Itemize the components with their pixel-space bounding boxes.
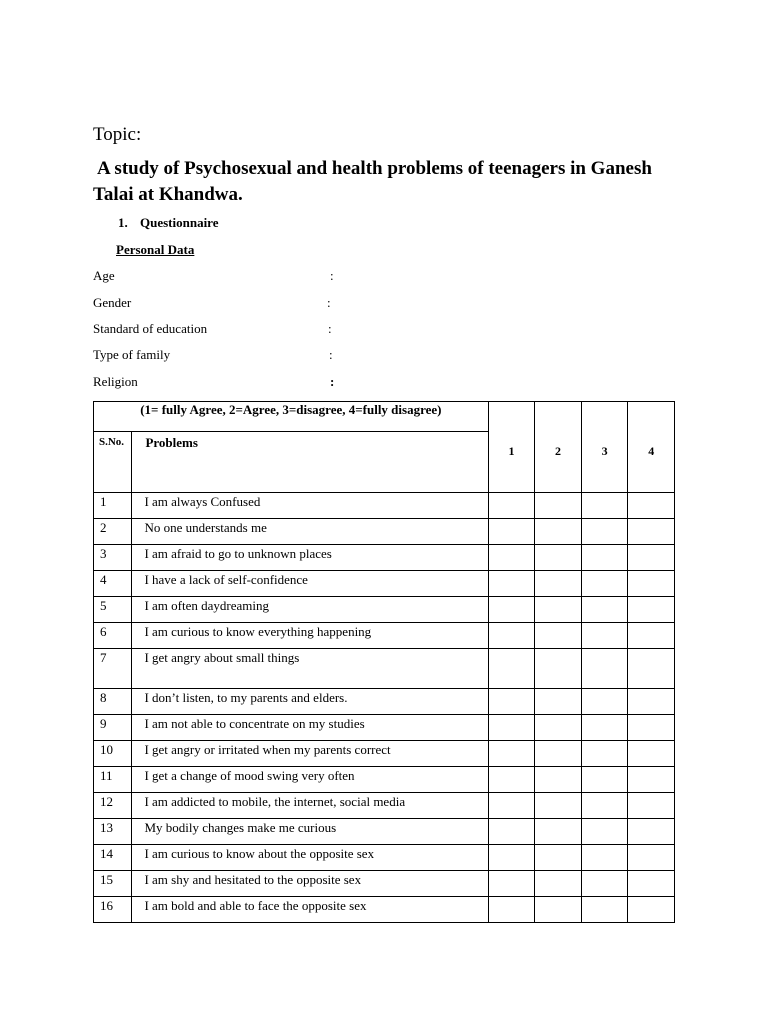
rating-cell-3[interactable] <box>581 519 628 545</box>
rating-cell-3[interactable] <box>581 715 628 741</box>
table-row <box>94 545 675 571</box>
rating-cell-1[interactable] <box>488 871 535 897</box>
rating-column-4: 4 <box>628 402 675 493</box>
row-serial-number: 9 <box>94 715 132 741</box>
rating-cell-4[interactable] <box>628 597 675 623</box>
table-row <box>94 493 675 519</box>
rating-cell-1[interactable] <box>488 519 535 545</box>
personal-field-gender <box>93 295 353 313</box>
rating-cell-3[interactable] <box>581 741 628 767</box>
row-problem-text: I am not able to concentrate on my studies <box>132 715 488 741</box>
table-row <box>94 623 675 649</box>
rating-cell-4[interactable] <box>628 519 675 545</box>
row-problem-text: I am curious to know about the opposite sex <box>132 845 488 871</box>
row-serial-number: 7 <box>94 649 132 689</box>
rating-cell-3[interactable] <box>581 845 628 871</box>
rating-cell-4[interactable] <box>628 571 675 597</box>
rating-cell-4[interactable] <box>628 545 675 571</box>
rating-cell-1[interactable] <box>488 793 535 819</box>
row-problem-text: My bodily changes make me curious <box>132 819 488 845</box>
row-serial-number: 6 <box>94 623 132 649</box>
rating-cell-2[interactable] <box>535 767 582 793</box>
rating-cell-3[interactable] <box>581 623 628 649</box>
field-label: Standard of education <box>93 321 208 336</box>
rating-cell-3[interactable] <box>581 597 628 623</box>
rating-cell-4[interactable] <box>628 689 675 715</box>
rating-cell-4[interactable] <box>628 793 675 819</box>
rating-cell-4[interactable] <box>628 649 675 689</box>
row-serial-number: 4 <box>94 571 132 597</box>
problems-column-header: Problems <box>132 432 488 493</box>
rating-cell-4[interactable] <box>628 897 675 923</box>
row-serial-number: 11 <box>94 767 132 793</box>
rating-cell-2[interactable] <box>535 819 582 845</box>
rating-cell-3[interactable] <box>581 793 628 819</box>
row-serial-number: 10 <box>94 741 132 767</box>
field-colon: : <box>327 295 331 310</box>
row-serial-number: 5 <box>94 597 132 623</box>
rating-cell-4[interactable] <box>628 623 675 649</box>
row-serial-number: 8 <box>94 689 132 715</box>
rating-cell-1[interactable] <box>488 819 535 845</box>
row-serial-number: 15 <box>94 871 132 897</box>
rating-cell-4[interactable] <box>628 819 675 845</box>
row-serial-number: 14 <box>94 845 132 871</box>
field-label: Age <box>93 268 115 283</box>
table-row <box>94 715 675 741</box>
table-row <box>94 845 675 871</box>
table-row <box>94 649 675 689</box>
row-serial-number: 16 <box>94 897 132 923</box>
row-serial-number: 1 <box>94 493 132 519</box>
personal-field-age <box>93 268 353 286</box>
table-row <box>94 741 675 767</box>
rating-cell-2[interactable] <box>535 597 582 623</box>
topic-label: Topic: <box>93 124 142 145</box>
rating-cell-4[interactable] <box>628 493 675 519</box>
rating-cell-1[interactable] <box>488 689 535 715</box>
section-number: 1. <box>118 215 128 230</box>
rating-cell-2[interactable] <box>535 649 582 689</box>
rating-cell-1[interactable] <box>488 649 535 689</box>
row-problem-text: I am addicted to mobile, the internet, social media <box>132 793 488 819</box>
rating-column-1: 1 <box>488 402 535 493</box>
row-problem-text: I get a change of mood swing very often <box>132 767 488 793</box>
rating-cell-4[interactable] <box>628 715 675 741</box>
row-problem-text: I am often daydreaming <box>132 597 488 623</box>
section-label: Questionnaire <box>140 215 219 230</box>
field-label: Gender <box>93 295 132 310</box>
field-label: Religion <box>93 374 138 389</box>
personal-field-family <box>93 347 353 365</box>
rating-cell-2[interactable] <box>535 689 582 715</box>
rating-column-3: 3 <box>581 402 628 493</box>
rating-cell-2[interactable] <box>535 715 582 741</box>
personal-field-religion <box>93 374 353 392</box>
table-row <box>94 767 675 793</box>
rating-cell-2[interactable] <box>535 741 582 767</box>
table-row <box>94 689 675 715</box>
table-row <box>94 597 675 623</box>
row-serial-number: 12 <box>94 793 132 819</box>
rating-cell-2[interactable] <box>535 519 582 545</box>
rating-cell-1[interactable] <box>488 767 535 793</box>
row-problem-text: I am afraid to go to unknown places <box>132 545 488 571</box>
rating-cell-1[interactable] <box>488 715 535 741</box>
rating-cell-2[interactable] <box>535 493 582 519</box>
rating-cell-1[interactable] <box>488 897 535 923</box>
rating-cell-2[interactable] <box>535 623 582 649</box>
rating-column-2: 2 <box>535 402 582 493</box>
rating-cell-2[interactable] <box>535 845 582 871</box>
row-problem-text: I am always Confused <box>132 493 488 519</box>
rating-cell-2[interactable] <box>535 793 582 819</box>
row-problem-text: No one understands me <box>132 519 488 545</box>
rating-cell-1[interactable] <box>488 741 535 767</box>
document-title: A study of Psychosexual and health problems of teenagers in Ganesh Talai at Khandwa. <box>93 158 652 205</box>
sno-column-header: S.No. <box>94 432 132 493</box>
row-serial-number: 2 <box>94 519 132 545</box>
rating-cell-3[interactable] <box>581 897 628 923</box>
row-problem-text: I have a lack of self-confidence <box>132 571 488 597</box>
rating-cell-4[interactable] <box>628 741 675 767</box>
table-row <box>94 793 675 819</box>
rating-cell-2[interactable] <box>535 897 582 923</box>
rating-cell-1[interactable] <box>488 597 535 623</box>
questionnaire-table <box>93 401 675 923</box>
row-problem-text: I am curious to know everything happening <box>132 623 488 649</box>
rating-cell-4[interactable] <box>628 845 675 871</box>
row-problem-text: I am bold and able to face the opposite sex <box>132 897 488 923</box>
table-row <box>94 871 675 897</box>
rating-cell-2[interactable] <box>535 871 582 897</box>
row-problem-text: I am shy and hesitated to the opposite sex <box>132 871 488 897</box>
table-row <box>94 819 675 845</box>
row-problem-text: I get angry or irritated when my parents correct <box>132 741 488 767</box>
rating-cell-1[interactable] <box>488 845 535 871</box>
field-colon: : <box>330 374 335 389</box>
rating-cell-3[interactable] <box>581 767 628 793</box>
table-row <box>94 897 675 923</box>
personal-field-education <box>93 321 353 339</box>
rating-cell-2[interactable] <box>535 571 582 597</box>
field-label: Type of family <box>93 347 171 362</box>
rating-cell-1[interactable] <box>488 623 535 649</box>
rating-cell-4[interactable] <box>628 767 675 793</box>
row-serial-number: 3 <box>94 545 132 571</box>
field-colon: : <box>330 268 334 283</box>
section-heading <box>118 215 219 231</box>
rating-cell-3[interactable] <box>581 819 628 845</box>
rating-cell-1[interactable] <box>488 545 535 571</box>
rating-cell-1[interactable] <box>488 571 535 597</box>
field-colon: : <box>329 347 333 362</box>
rating-cell-3[interactable] <box>581 493 628 519</box>
row-problem-text: I don’t listen, to my parents and elders. <box>132 689 488 715</box>
row-serial-number: 13 <box>94 819 132 845</box>
rating-scale-legend: (1= fully Agree, 2=Agree, 3=disagree, 4=fully disagree) <box>94 402 489 432</box>
rating-cell-2[interactable] <box>535 545 582 571</box>
rating-cell-3[interactable] <box>581 871 628 897</box>
personal-data-heading: Personal Data <box>116 242 195 257</box>
row-problem-text: I get angry about small things <box>132 649 488 689</box>
rating-cell-3[interactable] <box>581 545 628 571</box>
rating-cell-3[interactable] <box>581 649 628 689</box>
rating-cell-3[interactable] <box>581 571 628 597</box>
rating-cell-4[interactable] <box>628 871 675 897</box>
field-colon: : <box>328 321 332 336</box>
table-row <box>94 519 675 545</box>
rating-cell-1[interactable] <box>488 493 535 519</box>
rating-cell-3[interactable] <box>581 689 628 715</box>
table-row <box>94 571 675 597</box>
table-header-row <box>94 402 675 432</box>
